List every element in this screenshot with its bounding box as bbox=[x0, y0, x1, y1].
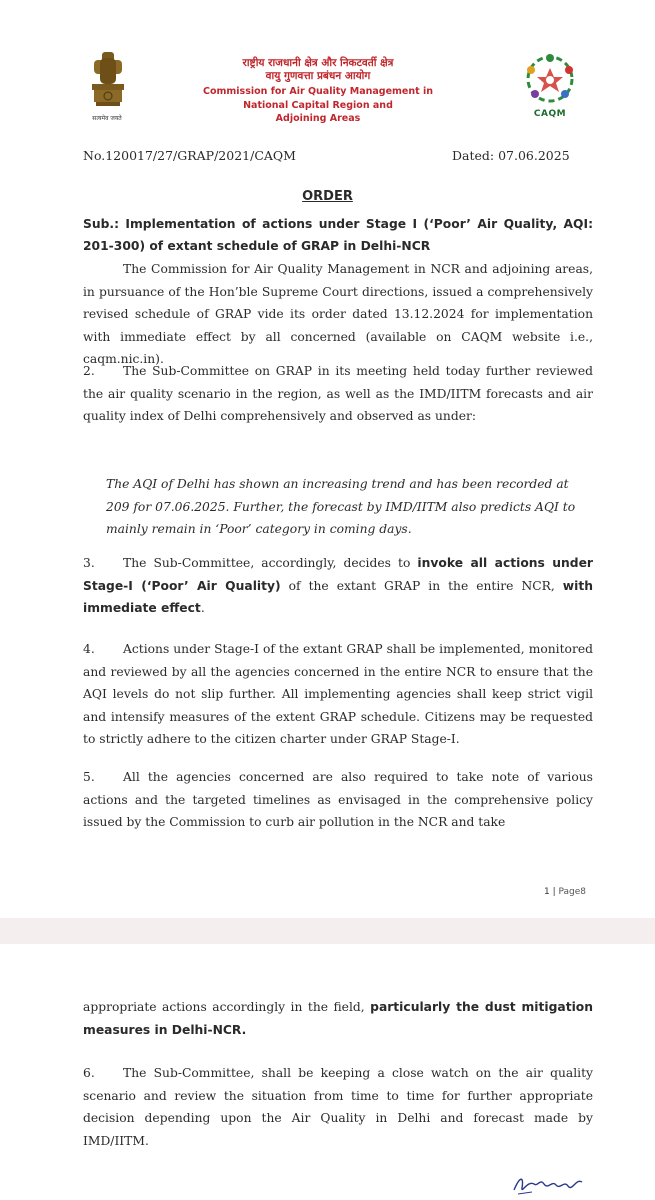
paragraph-3-text-e: . bbox=[200, 601, 205, 615]
paragraph-3-text-c: of the extant GRAP in the entire NCR, bbox=[280, 578, 563, 593]
page-number-separator: | bbox=[549, 887, 559, 897]
reference-number: No.120017/27/GRAP/2021/CAQM bbox=[83, 148, 296, 163]
order-date: Dated: 07.06.2025 bbox=[452, 148, 570, 163]
paragraph-3-bold-b: with immediate effect bbox=[83, 578, 593, 615]
page-number bbox=[544, 887, 586, 897]
paragraph-6-number: 6. bbox=[83, 1066, 95, 1080]
header-hindi-line-2: वायु गुणवत्ता प्रबंधन आयोग bbox=[265, 70, 371, 82]
subject-line: Sub.: Implementation of actions under Stage I (‘Poor’ Air Quality, AQI: 201-300) of extant schedule of GRAP in Delhi-NCR bbox=[83, 217, 593, 253]
paragraph-5-text: All the agencies concerned are also required to take note of various actions and the targeted timelines as envisaged in the comprehensive policy issued by the Commission to curb air pollution in the NCR and take bbox=[83, 770, 593, 829]
page-break bbox=[0, 918, 655, 944]
header-hindi-line-1: राष्ट्रीय राजधानी क्षेत्र और निकटवर्ती क्षेत्र bbox=[242, 57, 394, 69]
paragraph-6-text: The Sub-Committee, shall be keeping a close watch on the air quality scenario and review the situation from time to time for further appropriate decision depending upon the Air Quality in Delhi and forecast made by IMD/IITM. bbox=[83, 1066, 593, 1148]
paragraph-1: The Commission for Air Quality Management in NCR and adjoining areas, in pursuance of the Hon’ble Supreme Court directions, issued a comprehensively revised schedule of GRAP vide its order dated 13.12.2024 for implementation with immediate effect by all concerned (available on CAQM website i.e., caqm.nic.in). bbox=[83, 262, 593, 366]
paragraph-5 bbox=[83, 766, 593, 834]
header-english-line-1: Commission for Air Quality Management in bbox=[202, 86, 434, 97]
paragraph-4 bbox=[83, 638, 593, 751]
paragraph-5-number: 5. bbox=[83, 770, 95, 784]
caqm-logo-label: CAQM bbox=[533, 109, 567, 119]
aqi-observation-quote: The AQI of Delhi has shown an increasing trend and has been recorded at 209 for 07.06.2025. Further, the forecast by IMD/IITM also predicts AQI to mainly remain in ‘Poor’ category in coming days. bbox=[106, 477, 576, 536]
header-english-line-2: National Capital Region and bbox=[243, 99, 393, 111]
emblem-caption: सत्यमेव जयते bbox=[92, 115, 122, 122]
header-english-line-3: Adjoining Areas bbox=[275, 113, 361, 124]
page-number-value: 1 bbox=[544, 887, 550, 897]
order-title: ORDER bbox=[302, 189, 353, 204]
paragraph-5-continued bbox=[83, 996, 593, 1041]
paragraph-3 bbox=[83, 552, 593, 620]
paragraph-4-text: Actions under Stage-I of the extant GRAP shall be implemented, monitored and reviewed by all the agencies concerned in the entire NCR to ensure that the AQI levels do not slip further. All implementing agencies shall keep strict vigil and intensify measures of the extent GRAP schedule. Citizens may be requested to strictly adhere to the citizen charter under GRAP Stage-I. bbox=[83, 642, 593, 746]
paragraph-2 bbox=[83, 360, 593, 428]
page-number-label: Page8 bbox=[558, 887, 587, 897]
paragraph-4-number: 4. bbox=[83, 642, 95, 656]
paragraph-3-text-a: The Sub-Committee, accordingly, decides to bbox=[123, 556, 418, 570]
paragraph-3-number: 3. bbox=[83, 556, 95, 570]
paragraph-5-continued-text: appropriate actions accordingly in the field, bbox=[83, 1000, 371, 1014]
paragraph-2-text: The Sub-Committee on GRAP in its meeting held today further reviewed the air quality scenario in the region, as well as the IMD/IITM forecasts and air quality index of Delhi comprehensively and observed as under: bbox=[83, 364, 593, 423]
paragraph-3-bold-a: invoke all actions under Stage-I (‘Poor’ Air Quality) bbox=[83, 556, 593, 593]
paragraph-6 bbox=[83, 1062, 593, 1152]
commission-header bbox=[180, 57, 456, 126]
paragraph-2-number: 2. bbox=[83, 364, 95, 378]
signature-icon bbox=[510, 1170, 590, 1198]
paragraph-5-continued-bold: particularly the dust mitigation measures in Delhi-NCR. bbox=[83, 1000, 593, 1037]
caqm-logo-icon bbox=[523, 52, 577, 106]
